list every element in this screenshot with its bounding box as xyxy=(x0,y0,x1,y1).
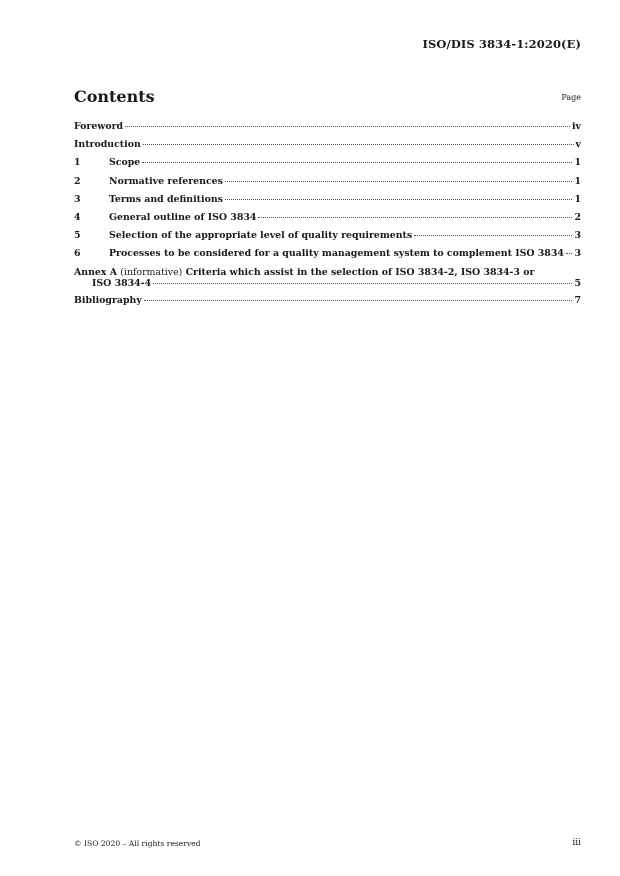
toc-entry-title: Terms and definitions xyxy=(109,193,223,205)
toc-entry-title: Introduction xyxy=(74,139,141,151)
dot-leader xyxy=(142,162,572,163)
toc-entry-normative-references[interactable] xyxy=(74,176,581,194)
toc-entry-page: 1 xyxy=(574,175,581,187)
toc-entry-terms-definitions[interactable] xyxy=(74,194,581,212)
toc-entry-number: 1 xyxy=(74,157,81,169)
dot-leader xyxy=(143,144,574,145)
document-id: ISO/DIS 3834-1:2020(E) xyxy=(422,37,581,51)
toc-entry-general-outline[interactable] xyxy=(74,212,581,230)
toc-entry-number: 4 xyxy=(74,211,81,223)
toc-entry-number: 6 xyxy=(74,248,81,260)
toc-entry-page: 1 xyxy=(574,157,581,169)
toc-entry-number: 5 xyxy=(74,230,81,242)
dot-leader xyxy=(153,283,572,284)
dot-leader xyxy=(414,235,572,236)
annex-title-line1 xyxy=(74,267,581,278)
toc-entry-scope[interactable] xyxy=(74,157,581,175)
toc-entry-page: 1 xyxy=(574,193,581,205)
toc-entry-introduction[interactable] xyxy=(74,139,581,157)
toc-entry-page: 2 xyxy=(574,211,581,223)
toc-entry-page: 3 xyxy=(574,230,581,242)
toc-entry-page: v xyxy=(575,139,581,151)
table-of-contents xyxy=(74,121,581,313)
dot-leader xyxy=(225,199,573,200)
toc-entry-title: Processes to be considered for a quality management system to complement ISO 3834 xyxy=(109,248,564,260)
annex-title-continuation: ISO 3834-4 xyxy=(92,277,152,289)
toc-entry-selection-level[interactable] xyxy=(74,230,581,248)
annex-label: Annex A xyxy=(74,266,117,278)
toc-entry-title: Foreword xyxy=(74,121,124,132)
page-column-label: Page xyxy=(561,93,581,102)
contents-heading: Contents xyxy=(74,87,155,106)
footer-page-number: iii xyxy=(572,838,581,848)
toc-entry-page: 5 xyxy=(574,277,581,289)
toc-entry-title: Normative references xyxy=(109,175,223,187)
dot-leader xyxy=(144,300,573,301)
toc-entry-foreword[interactable] xyxy=(74,121,581,139)
annex-title-line2 xyxy=(74,278,581,289)
toc-entry-number: 3 xyxy=(74,193,81,205)
toc-entry-page: iv xyxy=(571,121,581,132)
footer-copyright: © ISO 2020 – All rights reserved xyxy=(74,839,201,848)
dot-leader xyxy=(566,253,573,254)
toc-entry-number: 2 xyxy=(74,175,81,187)
dot-leader xyxy=(258,217,572,218)
toc-entry-title: Scope xyxy=(109,157,141,169)
toc-entry-annex-a[interactable] xyxy=(74,267,581,295)
toc-entry-processes[interactable] xyxy=(74,248,581,266)
dot-leader xyxy=(125,126,570,127)
toc-entry-bibliography[interactable] xyxy=(74,295,581,313)
toc-entry-page: 3 xyxy=(574,248,581,260)
toc-entry-title: Bibliography xyxy=(74,294,142,306)
annex-qualifier: (informative) xyxy=(120,266,183,278)
toc-entry-page: 7 xyxy=(574,294,581,306)
toc-entry-title: General outline of ISO 3834 xyxy=(109,211,257,223)
toc-entry-title: Selection of the appropriate level of quality requirements xyxy=(109,230,413,242)
dot-leader xyxy=(225,181,573,182)
annex-title-text: Criteria which assist in the selection of ISO 3834-2, ISO 3834-3 or xyxy=(185,266,535,278)
